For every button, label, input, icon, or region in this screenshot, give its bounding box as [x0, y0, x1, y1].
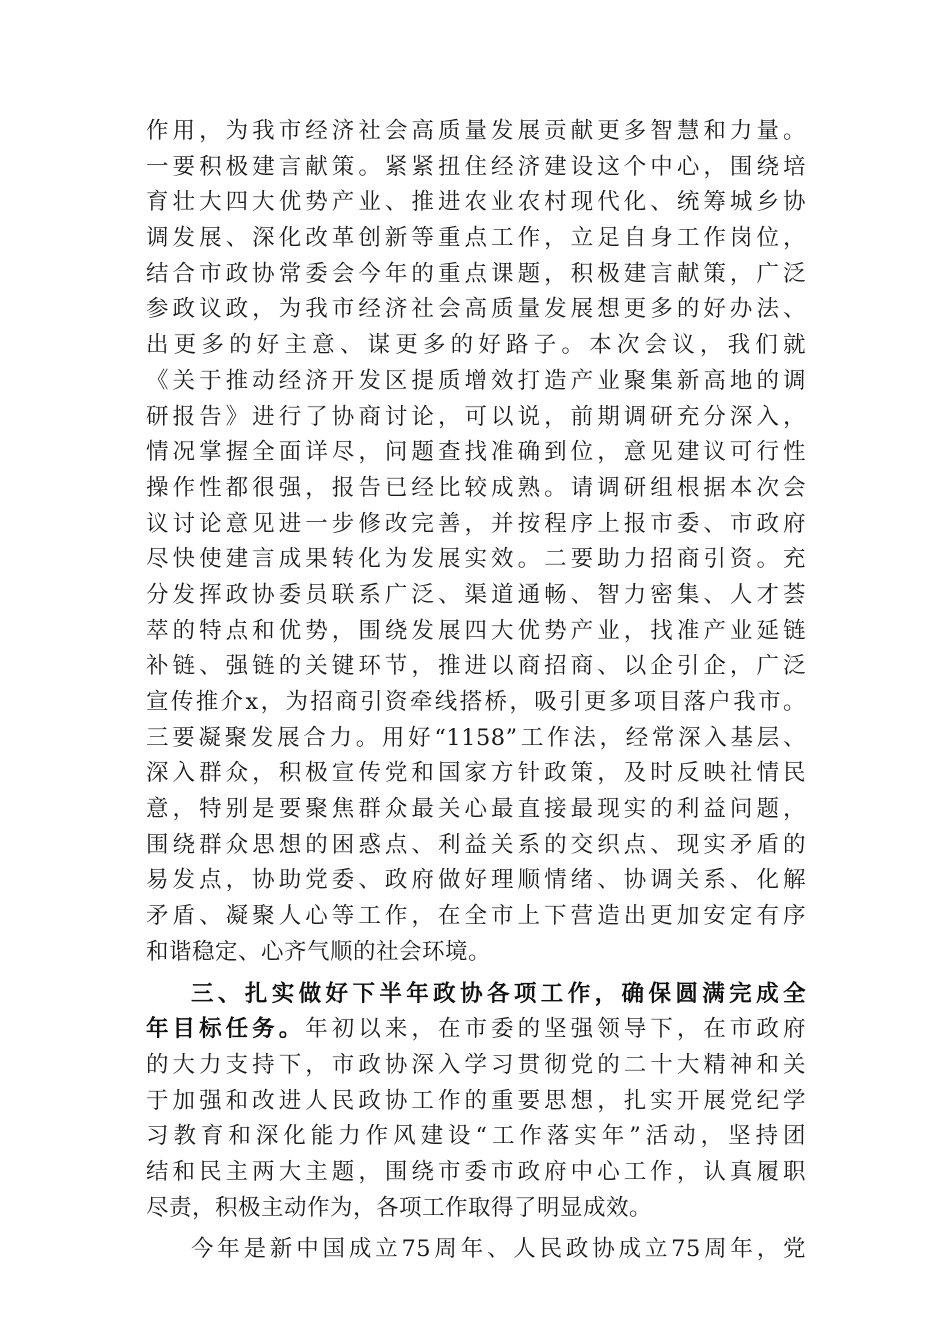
body-line-rest: 年初以来，在市委的坚强领导下，在市政府 [305, 1016, 806, 1043]
body-line: 作用，为我市经济社会高质量发展贡献更多智慧和力量。 [146, 118, 806, 144]
body-line: 今年是新中国成立75周年、人民政协成立75周年，党 [191, 1236, 806, 1263]
body-line: 调发展、深化改革创新等重点工作，立足自身工作岗位， [146, 225, 806, 252]
body-line: 研报告》进行了协商讨论，可以说，前期调研充分深入， [146, 403, 806, 430]
body-line: 操作性都很强，报告已经比较成熟。请调研组根据本次会 [146, 474, 806, 501]
body-line: 分发挥政协委员联系广泛、渠道通畅、智力密集、人才荟 [146, 581, 806, 608]
body-line: 一要积极建言献策。紧紧扭住经济建设这个中心，围绕培 [146, 153, 806, 180]
body-line: 萃的特点和优势，围绕发展四大优势产业，找准产业延链 [146, 617, 806, 644]
body-line: 三要凝聚发展合力。用好“1158”工作法，经常深入基层、 [146, 724, 806, 751]
section-heading-three-end: 年目标任务。 [146, 1016, 306, 1043]
body-line: 议讨论意见进一步修改完善，并按程序上报市委、市政府 [146, 510, 806, 537]
body-line: 结合市政协常委会今年的重点课题，积极建言献策，广泛 [146, 260, 806, 287]
body-line: 结和民主两大主题，围绕市委市政府中心工作，认真履职 [146, 1158, 806, 1185]
body-line: 情况掌握全面详尽，问题查找准确到位，意见建议可行性 [146, 439, 806, 466]
body-line: 意，特别是要聚焦群众最关心最直接最现实的利益问题， [146, 796, 806, 823]
body-line: 尽快使建言成果转化为发展实效。二要助力招商引资。充 [146, 546, 806, 573]
body-line: 深入群众，积极宣传党和国家方针政策，及时反映社情民 [146, 760, 806, 787]
body-line: 的大力支持下，市政协深入学习贯彻党的二十大精神和关 [146, 1051, 806, 1078]
body-line: 宣传推介x，为招商引资牵线搭桥，吸引更多项目落户我市。 [146, 689, 806, 715]
body-line: 参政议政，为我市经济社会高质量发展想更多的好办法、 [146, 296, 806, 323]
body-line: 补链、强链的关键环节，推进以商招商、以企引企，广泛 [146, 653, 806, 680]
body-line: 于加强和改进人民政协工作的重要思想，扎实开展党纪学 [146, 1087, 806, 1114]
document-body [146, 114, 806, 1268]
body-line: 习教育和深化能力作风建设“工作落实年”活动，坚持团 [146, 1123, 806, 1150]
body-line: 尽责，积极主动作为，各项工作取得了明显成效。 [146, 1194, 653, 1221]
body-line: 育壮大四大优势产业、推进农业农村现代化、统筹城乡协 [146, 189, 806, 216]
body-line: 围绕群众思想的困惑点、利益关系的交织点、现实矛盾的 [146, 831, 806, 858]
section-heading-three: 三、扎实做好下半年政协各项工作，确保圆满完成全 [191, 980, 806, 1007]
body-line: 易发点，协助党委、政府做好理顺情绪、协调关系、化解 [146, 867, 806, 894]
body-line [146, 1012, 806, 1048]
body-line: 出更多的好主意、谋更多的好路子。本次会议，我们就 [146, 332, 806, 359]
body-line: 《关于推动经济开发区提质增效打造产业聚集新高地的调 [146, 367, 806, 394]
body-line: 矛盾、凝聚人心等工作，在全市上下营造出更加安定有序 [146, 903, 806, 930]
body-line: 和谐稳定、心齐气顺的社会环境。 [146, 938, 492, 965]
